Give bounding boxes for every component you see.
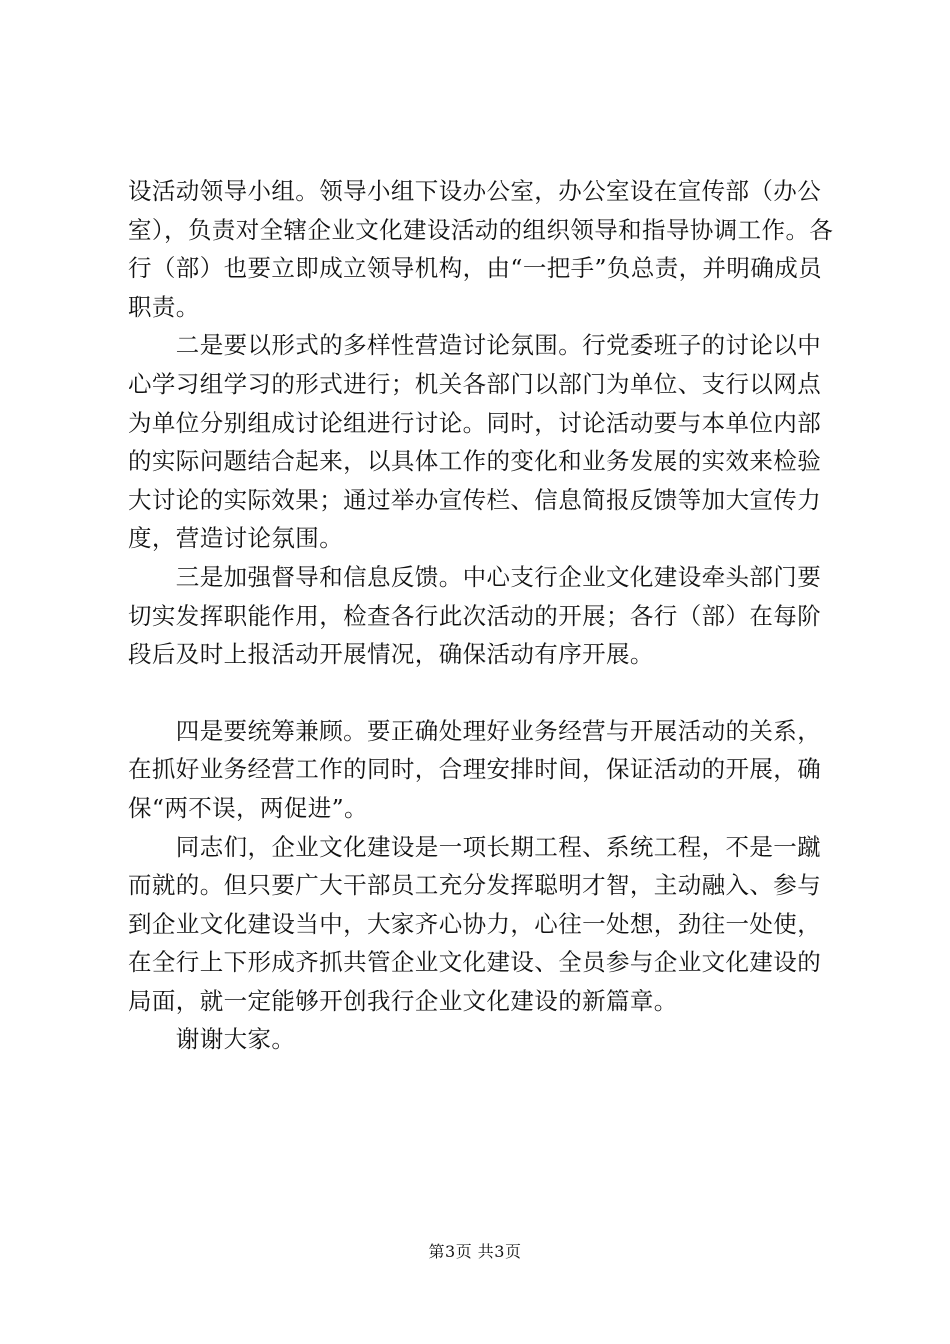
paragraph-thanks: 谢谢大家。 [128,1025,296,1054]
paragraph-spacer [128,674,838,712]
page-footer: 第3页 共3页 [428,1242,522,1261]
document-body [128,172,838,1059]
paragraph-closing-remarks: 同志们，企业文化建设是一项长期工程、系统工程，不是一蹴而就的。但只要广大干部员工充分发挥聪明才智，主动融入、参与到企业文化建设当中，大家齐心协力，心往一处想，劲往一处使，在全行上下形成齐抓共管企业文化建设、全员参与企业文化建设的局面，就一定能够开创我行企业文化建设的新篇章。 [128,832,822,1015]
paragraph-leadership-group: 设活动领导小组。领导小组下设办公室，办公室设在宣传部（办公室），负责对全辖企业文化建设活动的组织领导和指导协调工作。各行（部）也要立即成立领导机构，由“一把手”负总责，并明确成员职责。 [128,177,834,321]
paragraph-discussion-atmosphere: 二是要以形式的多样性营造讨论氛围。行党委班子的讨论以中心学习组学习的形式进行；机关各部门以部门为单位、支行以网点为单位分别组成讨论组进行讨论。同时，讨论活动要与本单位内部的实际问题结合起来，以具体工作的变化和业务发展的实效来检验大讨论的实际效果；通过举办宣传栏、信息简报反馈等加大宣传力度，营造讨论氛围。 [128,331,822,553]
paragraph-overall-planning: 四是要统筹兼顾。要正确处理好业务经营与开展活动的关系，在抓好业务经营工作的同时，合理安排时间，保证活动的开展，确保“两不误，两促进”。 [128,716,822,822]
paragraph-supervision-feedback: 三是加强督导和信息反馈。中心支行企业文化建设牵头部门要切实发挥职能作用，检查各行此次活动的开展；各行（部）在每阶段后及时上报活动开展情况，确保活动有序开展。 [128,562,822,669]
